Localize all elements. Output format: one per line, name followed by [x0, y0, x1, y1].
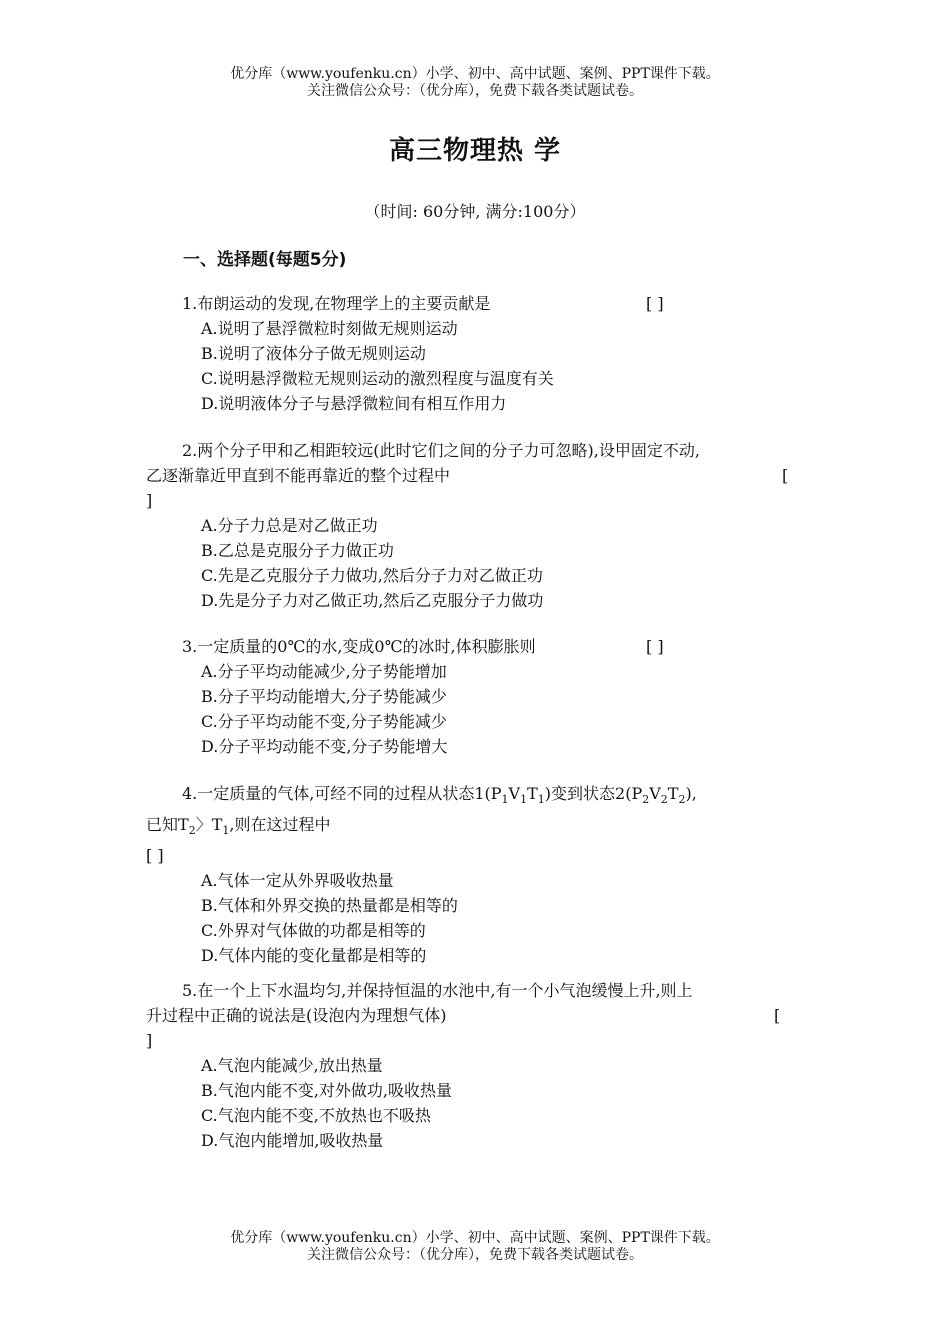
stem-text: ), — [685, 784, 697, 803]
option-a: A.说明了悬浮微粒时刻做无规则运动 — [201, 319, 458, 338]
option-d: D.分子平均动能不变,分子势能增大 — [201, 737, 448, 756]
answer-bracket-open: [ — [774, 1006, 781, 1025]
option-c: C.说明悬浮微粒无规则运动的激烈程度与温度有关 — [201, 369, 554, 388]
option-d: D.气体内能的变化量都是相等的 — [201, 946, 427, 966]
answer-bracket: [ ] — [646, 294, 664, 313]
option-b: B.说明了液体分子做无规则运动 — [201, 344, 426, 363]
answer-bracket: [ ] — [646, 637, 664, 656]
option-c: C.分子平均动能不变,分子势能减少 — [201, 712, 447, 731]
question-stem-line-2 — [146, 1003, 816, 1028]
stem-text: ,则在这过程中 — [229, 815, 331, 835]
stem-text: 〉T — [195, 815, 223, 835]
page-footer — [0, 1230, 950, 1264]
header-line-1: 优分库（www.youfenku.cn）小学、初中、高中试题、案例、PPT课件下载。 — [230, 66, 720, 82]
answer-bracket-open: [ — [782, 466, 789, 485]
page-title: 高三物理热 学 — [388, 136, 562, 166]
subscript: 1 — [501, 793, 509, 807]
subscript: 1 — [222, 824, 230, 838]
question-text: 1.布朗运动的发现,在物理学上的主要贡献是 — [182, 294, 491, 313]
question-stem — [146, 291, 816, 316]
stem-text: T — [527, 784, 538, 803]
page-header — [0, 66, 950, 100]
question-4 — [146, 781, 816, 968]
stem-text: 已知T — [146, 815, 189, 835]
subscript: 2 — [642, 793, 650, 807]
subscript: 2 — [678, 793, 686, 807]
question-stem-line-1: 5.在一个上下水温均匀,并保持恒温的水池中,有一个小气泡缓慢上升,则上 — [182, 981, 693, 1000]
answer-bracket: [ ] — [146, 846, 164, 866]
option-b: B.乙总是克服分子力做正功 — [201, 541, 394, 560]
question-1 — [146, 291, 816, 416]
option-b: B.气体和外界交换的热量都是相等的 — [201, 896, 458, 916]
stem-text: V — [508, 784, 521, 803]
subscript: 2 — [188, 824, 196, 838]
question-stem — [146, 634, 816, 659]
question-3 — [146, 634, 816, 759]
answer-bracket-close: ] — [146, 1031, 153, 1050]
question-text: 乙逐渐靠近甲直到不能再靠近的整个过程中 — [146, 466, 451, 485]
time-info: （时间: 60分钟, 满分:100分） — [364, 202, 586, 221]
option-a: A.分子力总是对乙做正功 — [201, 516, 378, 535]
option-d: D.说明液体分子与悬浮微粒间有相互作用力 — [201, 394, 507, 413]
option-d: D.先是分子力对乙做正功,然后乙克服分子力做功 — [201, 591, 544, 610]
stem-text: 4.一定质量的气体,可经不同的过程从状态1(P — [182, 784, 502, 803]
header-line-2: 关注微信公众号：（优分库），免费下载各类试题试卷。 — [307, 83, 643, 99]
question-stem-line-1 — [146, 781, 816, 812]
question-5 — [146, 978, 816, 1153]
option-c: C.气泡内能不变,不放热也不吸热 — [201, 1106, 431, 1125]
answer-bracket-close: ] — [146, 491, 153, 510]
subscript: 1 — [537, 793, 545, 807]
question-text: 3.一定质量的0℃的水,变成0℃的冰时,体积膨胀则 — [182, 637, 536, 656]
option-d: D.气泡内能增加,吸收热量 — [201, 1131, 384, 1150]
stem-text: )变到状态2(P — [544, 784, 643, 803]
question-2 — [146, 438, 816, 613]
stem-text: V — [649, 784, 661, 803]
option-b: B.分子平均动能增大,分子势能减少 — [201, 687, 447, 706]
subscript: 2 — [660, 793, 668, 807]
option-a: A.气体一定从外界吸收热量 — [201, 871, 394, 891]
option-a: A.气泡内能减少,放出热量 — [201, 1056, 383, 1075]
footer-line-1: 优分库（www.youfenku.cn）小学、初中、高中试题、案例、PPT课件下载。 — [230, 1230, 720, 1246]
question-text: 升过程中正确的说法是(设泡内为理想气体) — [146, 1006, 447, 1025]
question-stem-line-1: 2.两个分子甲和乙相距较远(此时它们之间的分子力可忽略),设甲固定不动, — [182, 441, 700, 460]
footer-line-2: 关注微信公众号：（优分库），免费下载各类试题试卷。 — [307, 1247, 643, 1263]
question-stem-line-2 — [146, 812, 816, 843]
stem-text: T — [667, 784, 679, 803]
section-heading: 一、选择题(每题5分) — [183, 250, 347, 270]
option-b: B.气泡内能不变,对外做功,吸收热量 — [201, 1081, 453, 1100]
option-c: C.外界对气体做的功都是相等的 — [201, 921, 426, 941]
option-a: A.分子平均动能减少,分子势能增加 — [201, 662, 447, 681]
option-c: C.先是乙克服分子力做功,然后分子力对乙做正功 — [201, 566, 543, 585]
subscript: 1 — [520, 793, 528, 807]
question-stem-line-2 — [146, 463, 816, 488]
